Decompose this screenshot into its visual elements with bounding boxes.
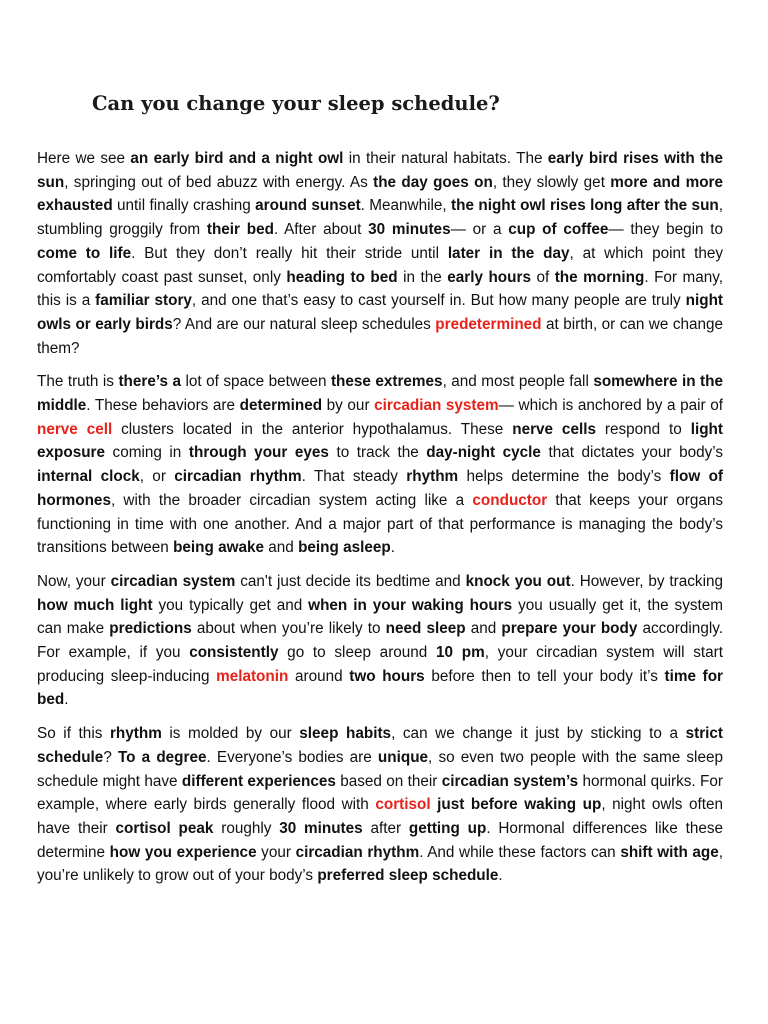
text-run: , your circadian system will start producing sleep-inducing	[37, 644, 723, 685]
highlighted-term: nerve cell	[37, 420, 113, 438]
bold-phrase: consistently	[189, 644, 279, 662]
text-run: coming in	[105, 444, 189, 462]
text-run: your	[256, 843, 296, 861]
bold-phrase: there’s a	[118, 373, 182, 391]
bold-phrase: time for bed	[37, 667, 724, 709]
bold-phrase: familiar story	[95, 292, 192, 310]
bold-phrase: two hours	[349, 667, 425, 685]
paragraph-3	[37, 570, 723, 712]
bold-phrase: more and more exhausted	[37, 173, 723, 215]
text-run: in the	[397, 268, 448, 286]
text-run: . But they don’t really hit their stride until	[131, 244, 448, 262]
bold-phrase: internal clock	[37, 468, 140, 486]
highlighted-term: predetermined	[435, 315, 542, 333]
bold-phrase: being awake	[173, 539, 265, 557]
article-body	[37, 147, 723, 898]
bold-phrase: rhythm	[109, 725, 162, 743]
text-run: around	[288, 667, 350, 685]
bold-phrase: nerve cells	[512, 420, 596, 438]
highlighted-term: conductor	[472, 491, 548, 509]
text-run: . These behaviors are	[86, 397, 240, 415]
text-run: and	[264, 539, 299, 557]
text-run: that dictates your body’s	[540, 444, 724, 462]
text-run: , can we change it just by sticking to a	[391, 725, 686, 743]
text-run: So if this	[37, 725, 110, 743]
paragraph-2	[37, 370, 723, 560]
text-run: , stumbling groggily from	[37, 197, 724, 239]
text-run: . After about	[273, 221, 369, 239]
text-run: Here we see	[37, 150, 131, 167]
text-run: that keeps your organs functioning in time with one another. And a major part of that performance is managing the body’s transitions between	[37, 491, 723, 557]
text-run: , at which point they comfortably coast past sunset, only	[37, 244, 723, 286]
text-run: about when you’re likely to	[191, 620, 386, 638]
bold-phrase: come to life	[37, 244, 132, 262]
text-run: ? And are our natural sleep schedules	[172, 315, 436, 333]
bold-phrase: their bed	[206, 221, 274, 239]
bold-phrase: 30 minutes	[368, 221, 451, 239]
bold-phrase: cortisol peak	[115, 819, 214, 837]
highlighted-term: circadian system	[374, 397, 499, 415]
bold-phrase: rhythm	[406, 468, 459, 486]
highlighted-term: cortisol	[375, 796, 431, 814]
bold-phrase: through your eyes	[188, 444, 329, 462]
bold-phrase: the morning	[554, 268, 645, 286]
bold-phrase: different experiences	[181, 772, 336, 790]
bold-phrase: early bird rises with the sun	[37, 150, 724, 191]
bold-phrase: prepare your body	[501, 620, 638, 638]
highlighted-term: melatonin	[216, 667, 289, 685]
text-run: . Meanwhile,	[360, 197, 452, 215]
bold-phrase: around sunset	[255, 197, 361, 215]
text-run: accordingly. For example, if you	[37, 620, 723, 662]
text-run: . However, by tracking	[570, 572, 723, 590]
bold-phrase: circadian rhythm	[174, 468, 302, 486]
text-run: , springing out of bed abuzz with energy. As	[64, 173, 374, 191]
text-run: you typically get and	[152, 596, 309, 614]
bold-phrase: preferred sleep schedule	[317, 867, 499, 885]
text-run: , night owls often have their	[37, 796, 724, 837]
text-run: helps determine the body’s	[458, 468, 670, 486]
text-run: at birth, or can we change them?	[37, 315, 724, 357]
page-title: Can you change your sleep schedule?	[92, 92, 500, 115]
bold-phrase: circadian system	[110, 572, 236, 590]
text-run: after	[362, 819, 409, 837]
text-run: of	[530, 268, 555, 286]
bold-phrase: determined	[239, 397, 323, 415]
text-run: .	[64, 691, 69, 709]
text-run: , and most people fall	[442, 373, 594, 391]
bold-phrase: circadian system’s	[441, 772, 579, 790]
text-run: can't just decide its bedtime and	[235, 572, 466, 590]
paragraph-1	[37, 147, 723, 360]
text-run: based on their	[335, 772, 442, 790]
text-run: Now, your	[37, 572, 111, 590]
bold-phrase: an early bird and a night owl	[130, 150, 344, 167]
bold-phrase: 30 minutes	[279, 819, 363, 837]
bold-phrase: need sleep	[385, 620, 466, 638]
bold-phrase: To a degree	[117, 748, 207, 766]
text-run: . Hormonal differences like these determine	[37, 819, 724, 861]
bold-phrase: somewhere in the middle	[37, 373, 723, 415]
text-run: and	[465, 620, 502, 638]
bold-phrase: unique	[377, 748, 429, 766]
bold-phrase: predictions	[109, 620, 192, 638]
bold-phrase: flow of hormones	[37, 468, 724, 509]
bold-phrase: the day goes on	[373, 173, 493, 191]
text-run: , you’re unlikely to grow out of your body’s	[37, 843, 724, 885]
bold-phrase: how you experience	[109, 843, 257, 861]
bold-phrase: early hours	[447, 268, 531, 286]
bold-phrase: circadian rhythm	[295, 843, 420, 861]
bold-phrase: knock you out	[465, 572, 571, 590]
text-run: . That steady	[301, 468, 407, 486]
text-run: — they begin to	[608, 221, 724, 239]
bold-phrase: cup of coffee	[508, 221, 609, 239]
bold-phrase: when in your waking hours	[308, 596, 513, 614]
text-run: . And while these factors can	[419, 843, 621, 861]
bold-phrase: later in the day	[447, 244, 570, 262]
bold-phrase: light exposure	[37, 420, 723, 462]
text-run: , with the broader circadian system acting like a	[110, 491, 473, 509]
bold-phrase: night owls or early birds	[37, 292, 724, 333]
text-run: .	[390, 539, 395, 557]
text-run: . Everyone’s bodies are	[206, 748, 378, 766]
text-run: to track the	[328, 444, 427, 462]
bold-phrase: how much light	[37, 596, 153, 614]
text-run: .	[498, 867, 503, 885]
text-run: you usually get it, the system can make	[37, 596, 723, 638]
bold-phrase: getting up	[408, 819, 487, 837]
text-run: until finally crashing	[112, 197, 256, 215]
text-run: The truth is	[37, 373, 119, 391]
text-run: clusters located in the anterior hypothalamus. These	[112, 420, 513, 438]
paragraph-4	[37, 722, 723, 888]
bold-phrase: being asleep	[298, 539, 391, 557]
text-run: before then to tell your body it’s	[424, 667, 665, 685]
text-run: , they slowly get	[492, 173, 611, 191]
text-run: roughly	[213, 819, 280, 837]
bold-phrase: 10 pm	[436, 644, 485, 662]
text-run: in their natural habitats. The	[343, 150, 548, 167]
bold-phrase: the night owl rises long after the sun	[451, 197, 719, 215]
bold-phrase: these extremes	[330, 373, 443, 391]
text-run: respond to	[595, 420, 691, 438]
text-run: . For many, this is a	[37, 268, 724, 310]
text-run: by our	[322, 397, 375, 415]
text-run: , so even two people with the same sleep schedule might have	[37, 748, 723, 790]
bold-phrase: shift with age	[620, 843, 719, 861]
text-run: — which is anchored by a pair of	[498, 397, 723, 415]
text-run: go to sleep around	[278, 644, 437, 662]
text-run: ?	[103, 748, 118, 766]
text-run: lot of space between	[181, 373, 331, 391]
bold-phrase: strict schedule	[37, 725, 723, 766]
text-run: , or	[139, 468, 175, 486]
bold-phrase: just before waking up	[437, 796, 602, 814]
text-run: hormonal quirks. For example, where early birds generally flood with	[37, 772, 723, 814]
bold-phrase: day-night cycle	[426, 444, 541, 462]
text-run: is molded by our	[161, 725, 300, 743]
text-run: — or a	[450, 221, 509, 239]
bold-phrase: sleep habits	[299, 725, 392, 743]
bold-phrase: heading to bed	[286, 268, 398, 286]
text-run: , and one that’s easy to cast yourself in. But how many people are truly	[191, 292, 686, 310]
